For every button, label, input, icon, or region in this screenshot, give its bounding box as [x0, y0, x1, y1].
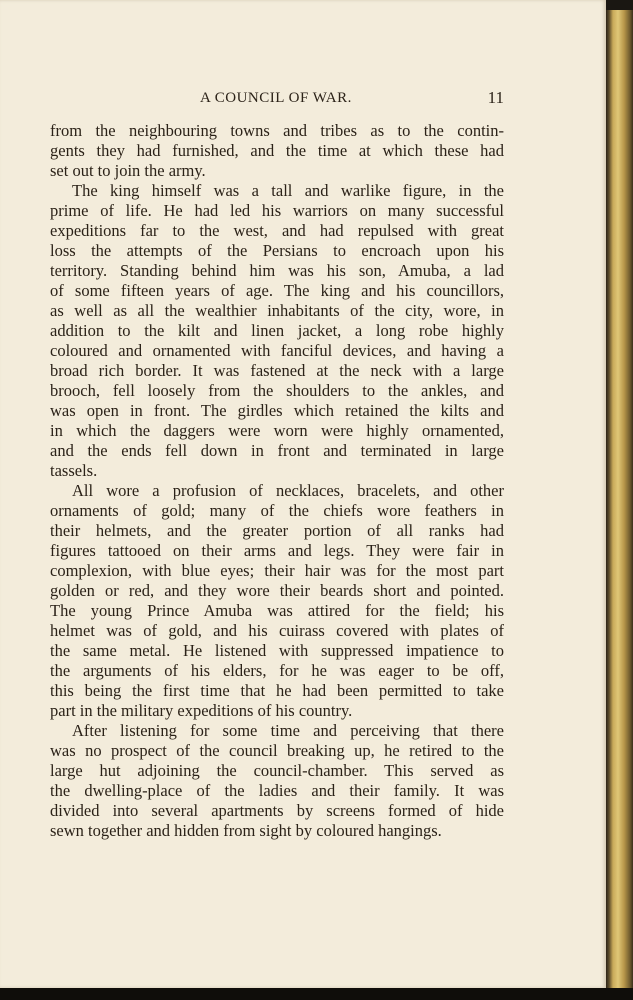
book-spine — [606, 10, 633, 990]
text-line: divided into several apartments by screens formed of hide — [50, 801, 504, 820]
text-line: coloured and ornamented with fanciful devices, and having a — [50, 341, 504, 360]
paragraph-4 — [50, 721, 504, 841]
text-line: addition to the kilt and linen jacket, a long robe highly — [50, 321, 504, 340]
paragraph-2 — [50, 181, 504, 481]
text-line: set out to join the army. — [50, 161, 206, 180]
text-line: their helmets, and the greater portion of all ranks had — [50, 521, 504, 540]
text-line: The king himself was a tall and warlike figure, in the — [72, 181, 504, 200]
text-line: complexion, with blue eyes; their hair was for the most part — [50, 561, 504, 580]
text-line: territory. Standing behind him was his son, Amuba, a lad — [50, 261, 504, 280]
body-text — [50, 121, 504, 841]
text-line: brooch, fell loosely from the shoulders to the ankles, and — [50, 381, 504, 400]
paragraph-1 — [50, 121, 504, 181]
text-line: golden or red, and they wore their beards short and pointed. — [50, 581, 504, 600]
text-line: All wore a profusion of necklaces, bracelets, and other — [72, 481, 504, 500]
text-line: expeditions far to the west, and had repulsed with great — [50, 221, 504, 240]
page-number: 11 — [487, 88, 504, 107]
paragraph-3 — [50, 481, 504, 721]
text-line: After listening for some time and perceiving that there — [72, 721, 504, 740]
text-line: broad rich border. It was fastened at the neck with a large — [50, 361, 504, 380]
text-line: the dwelling-place of the ladies and their family. It was — [50, 781, 504, 800]
page-bottom-edge — [0, 988, 633, 1000]
text-line: part in the military expeditions of his country. — [50, 701, 353, 720]
text-line: was no prospect of the council breaking up, he retired to the — [50, 741, 504, 760]
text-line: from the neighbouring towns and tribes as to the contin- — [50, 121, 504, 140]
text-line: in which the daggers were worn were highly ornamented, — [50, 421, 504, 440]
text-line: figures tattooed on their arms and legs. They were fair in — [50, 541, 504, 560]
text-line: sewn together and hidden from sight by coloured hangings. — [50, 821, 442, 840]
text-line: was open in front. The girdles which retained the kilts and — [50, 401, 504, 420]
text-line: as well as all the wealthier inhabitants of the city, wore, in — [50, 301, 504, 320]
text-line: and the ends fell down in front and terminated in large — [50, 441, 504, 460]
text-line: The young Prince Amuba was attired for the field; his — [50, 601, 504, 620]
text-line: prime of life. He had led his warriors on many successful — [50, 201, 504, 220]
text-line: gents they had furnished, and the time at which these had — [50, 141, 504, 160]
text-line: of some fifteen years of age. The king and his councillors, — [50, 281, 504, 300]
text-line: helmet was of gold, and his cuirass covered with plates of — [50, 621, 504, 640]
text-line: loss the attempts of the Persians to encroach upon his — [50, 241, 504, 260]
text-line: ornaments of gold; many of the chiefs wore feathers in — [50, 501, 504, 520]
text-line: large hut adjoining the council-chamber. This served as — [50, 761, 504, 780]
text-line: tassels. — [50, 461, 98, 480]
text-line: this being the first time that he had been permitted to take — [50, 681, 504, 700]
text-line: the same metal. He listened with suppressed impatience to — [50, 641, 504, 660]
page-header — [50, 88, 504, 112]
text-line: the arguments of his elders, for he was eager to be off, — [50, 661, 504, 680]
running-title: A COUNCIL OF WAR. — [200, 90, 352, 106]
